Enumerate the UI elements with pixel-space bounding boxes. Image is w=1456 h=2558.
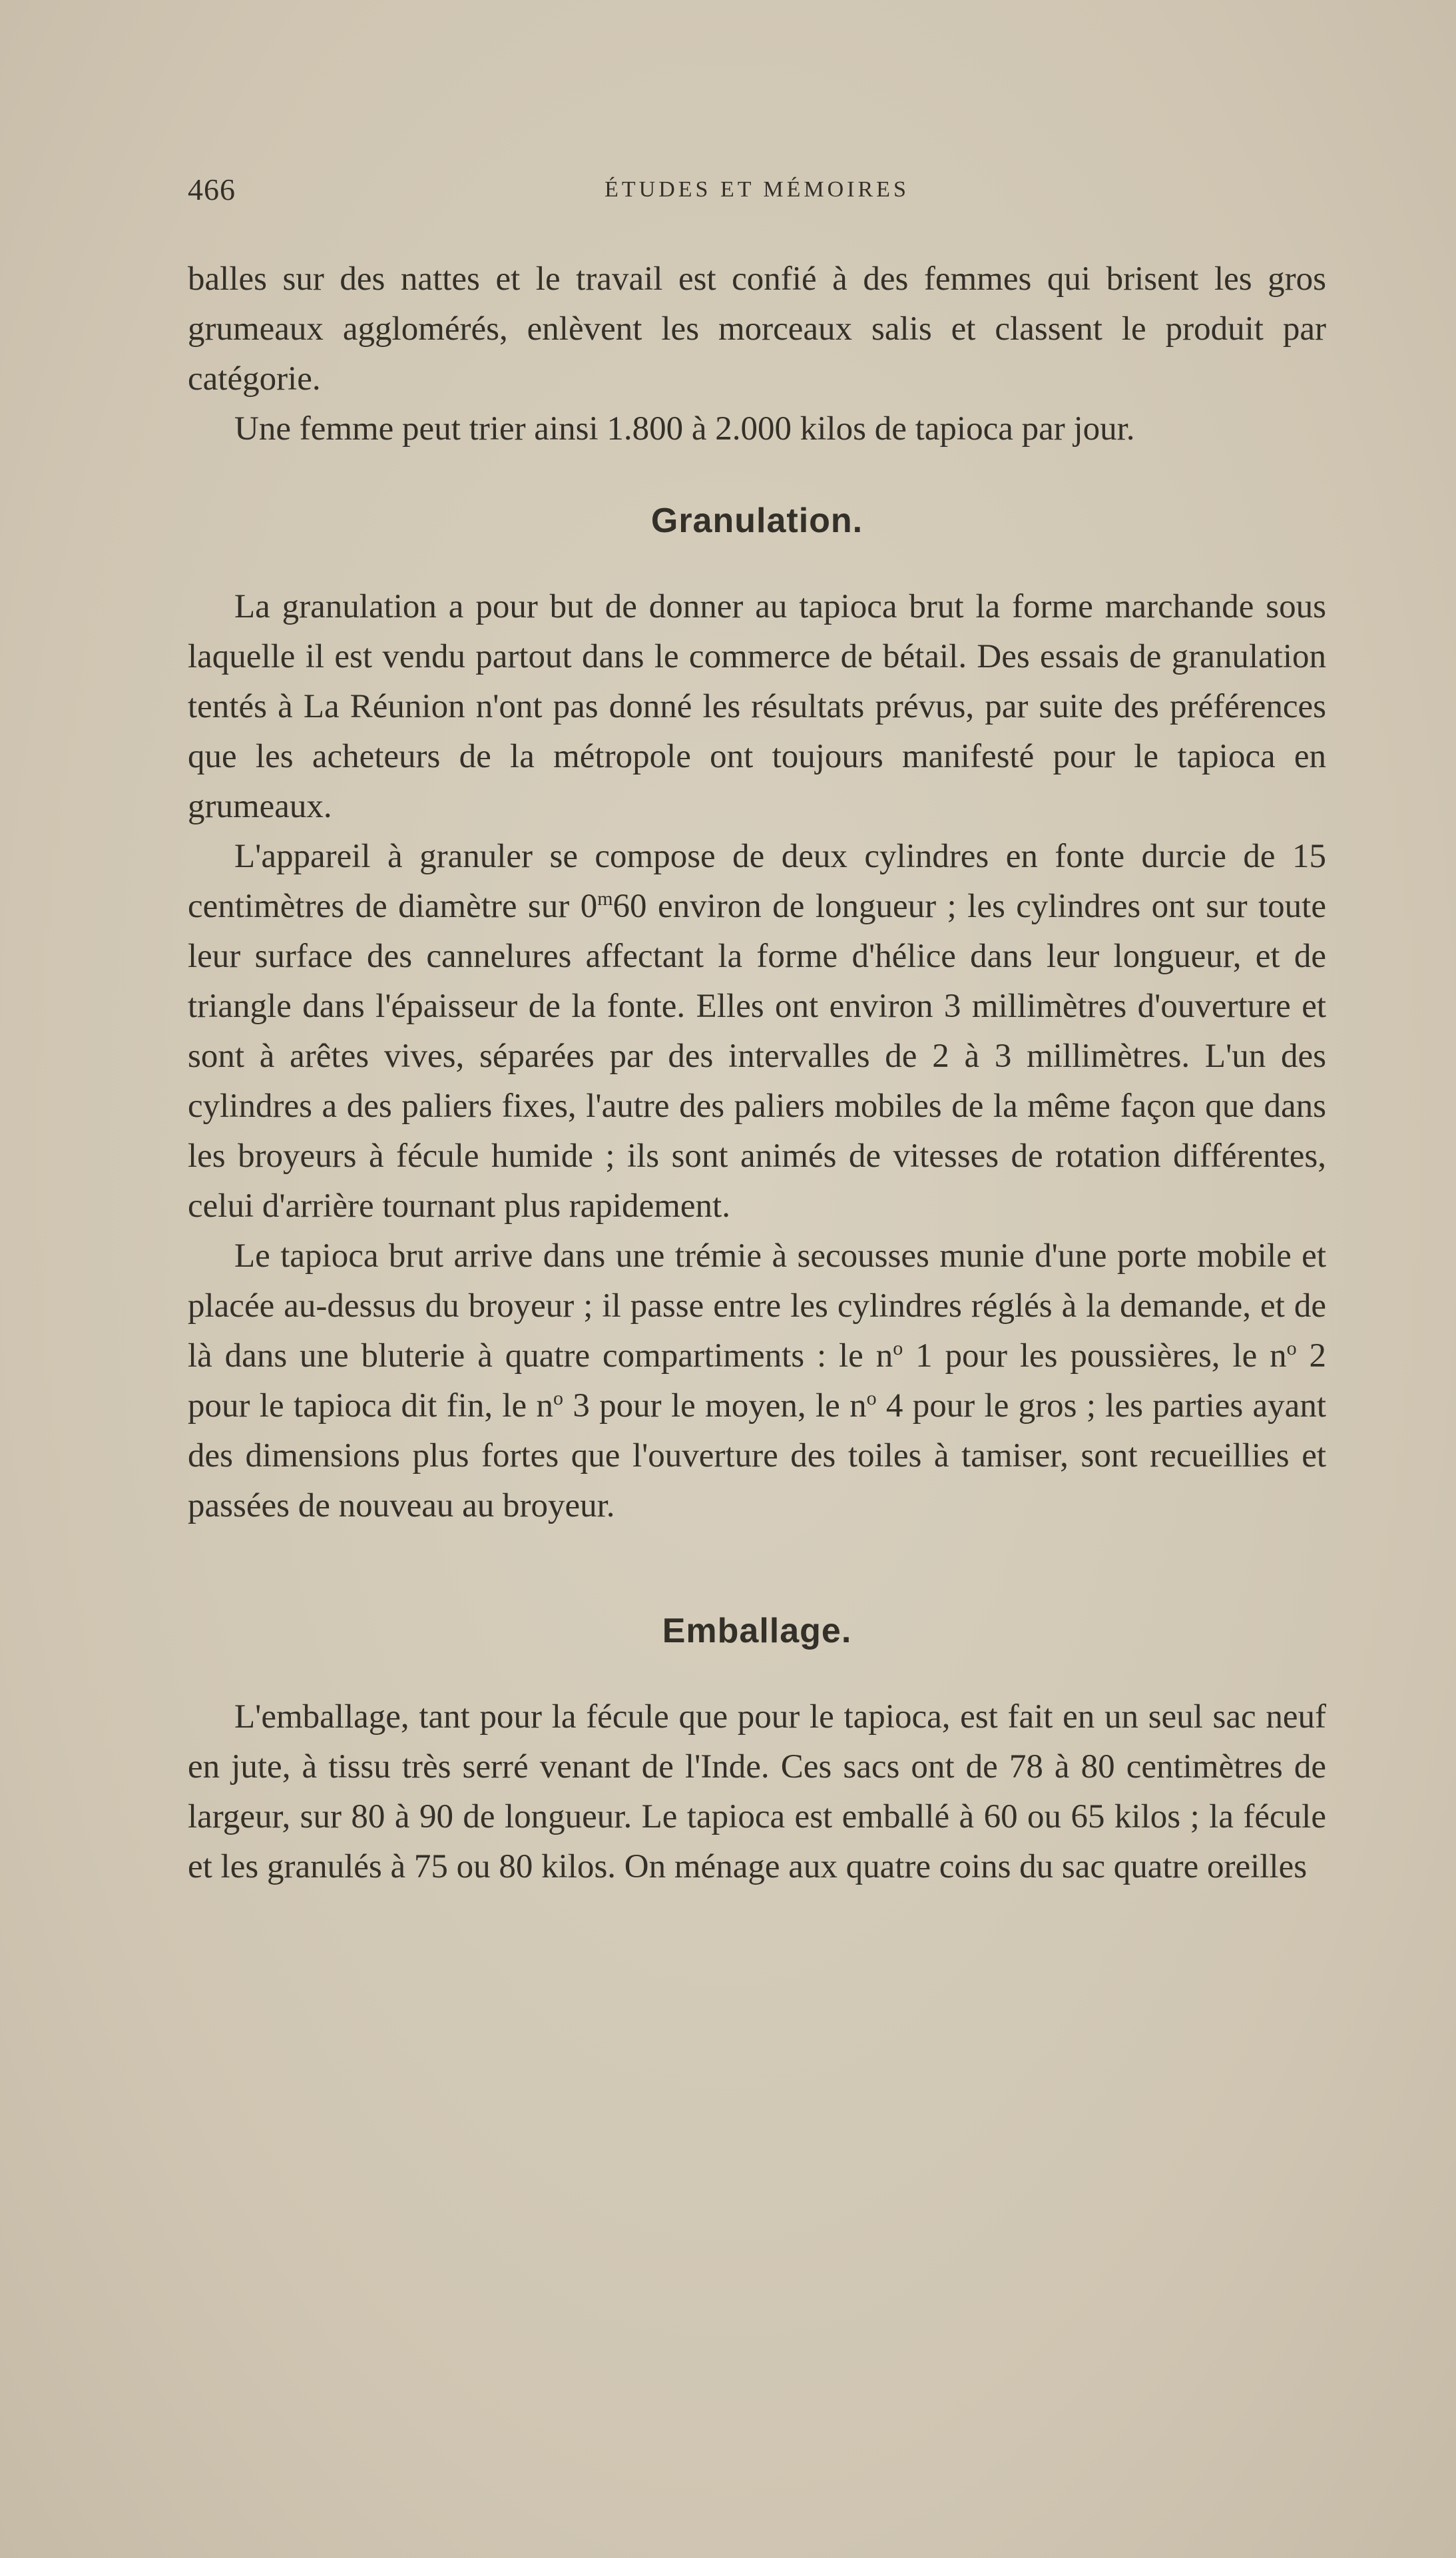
- text-run: 2 pour le tapioca dit fin, le n: [188, 1337, 1327, 1425]
- page-number: 466: [188, 172, 236, 206]
- superscript: o: [1286, 1337, 1297, 1359]
- body-text: [188, 254, 1326, 1892]
- superscript: m: [597, 888, 613, 910]
- text-run: Le tapioca brut arrive dans une trémie à secousses munie d'une porte mobile et placée au-dessus du broyeur ; il passe entre les cylindres réglés à la demande, et de là dans une bluterie à quatre compartiments : le n: [188, 1237, 1326, 1375]
- running-head: ÉTUDES ET MÉMOIRES: [605, 177, 909, 202]
- page-header: [188, 172, 1326, 218]
- paragraph-granulator-apparatus: [188, 832, 1326, 1231]
- paragraph-sorting: Une femme peut trier ainsi 1.800 à 2.000 kilos de tapioca par jour.: [234, 410, 1135, 448]
- paragraph-continuation: balles sur des nattes et le travail est confié à des femmes qui brisent les gros grumeaux agglomérés, enlèvent les morceaux salis et classent le produit par catégorie.: [188, 260, 1326, 398]
- paragraph-packaging: L'emballage, tant pour la fécule que pour le tapioca, est fait en un seul sac neuf en jute, à tissu très serré venant de l'Inde. Ces sacs ont de 78 à 80 centimètres de largeur, sur 80 à 90 de longueur. Le tapioca est emballé à 60 ou 65 kilos ; la fécule et les granulés à 75 ou 80 kilos. On ménage aux quatre coins du sac quatre oreilles: [188, 1698, 1326, 1885]
- superscript: o: [893, 1337, 903, 1359]
- text-run: 4 pour le gros ; les parties ayant des dimensions plus fortes que l'ouverture des toiles à tamiser, sont recueillies et passées de nouveau au broyeur.: [188, 1387, 1326, 1524]
- text-run: L'appareil à granuler se compose de deux cylindres en fonte durcie de 15 centimètres de diamètre sur 0: [188, 838, 1326, 925]
- superscript: o: [553, 1387, 564, 1409]
- paragraph-granulation-process: [188, 1231, 1326, 1531]
- text-run: 1 pour les poussières, le n: [903, 1337, 1287, 1375]
- text-run: 3 pour le moyen, le n: [563, 1387, 867, 1425]
- paragraph-granulation-purpose: La granulation a pour but de donner au tapioca brut la forme marchande sous laquelle il est vendu partout dans le commerce de bétail. Des essais de granulation tentés à La Réunion n'ont pas donné les résultats prévus, par suite des préférences que les acheteurs de la métropole ont toujours manifesté pour le tapioca en grumeaux.: [188, 588, 1326, 825]
- heading-granulation: Granulation.: [650, 501, 863, 540]
- superscript: o: [866, 1387, 877, 1409]
- text-run: 60 environ de longueur ; les cylindres ont sur toute leur surface des cannelures affectant la forme d'hélice dans leur longueur, et de triangle dans l'épaisseur de la fonte. Elles ont environ 3 millimètres d'ouverture et sont à arêtes vives, séparées par des intervalles de 2 à 3 millimètres. L'un des cylindres a des paliers fixes, l'autre des paliers mobiles de la même façon que dans les broyeurs à fécule humide ; ils sont animés de vitesses de rotation différentes, celui d'arrière tournant plus rapidement.: [188, 888, 1326, 1225]
- heading-emballage: Emballage.: [662, 1612, 852, 1650]
